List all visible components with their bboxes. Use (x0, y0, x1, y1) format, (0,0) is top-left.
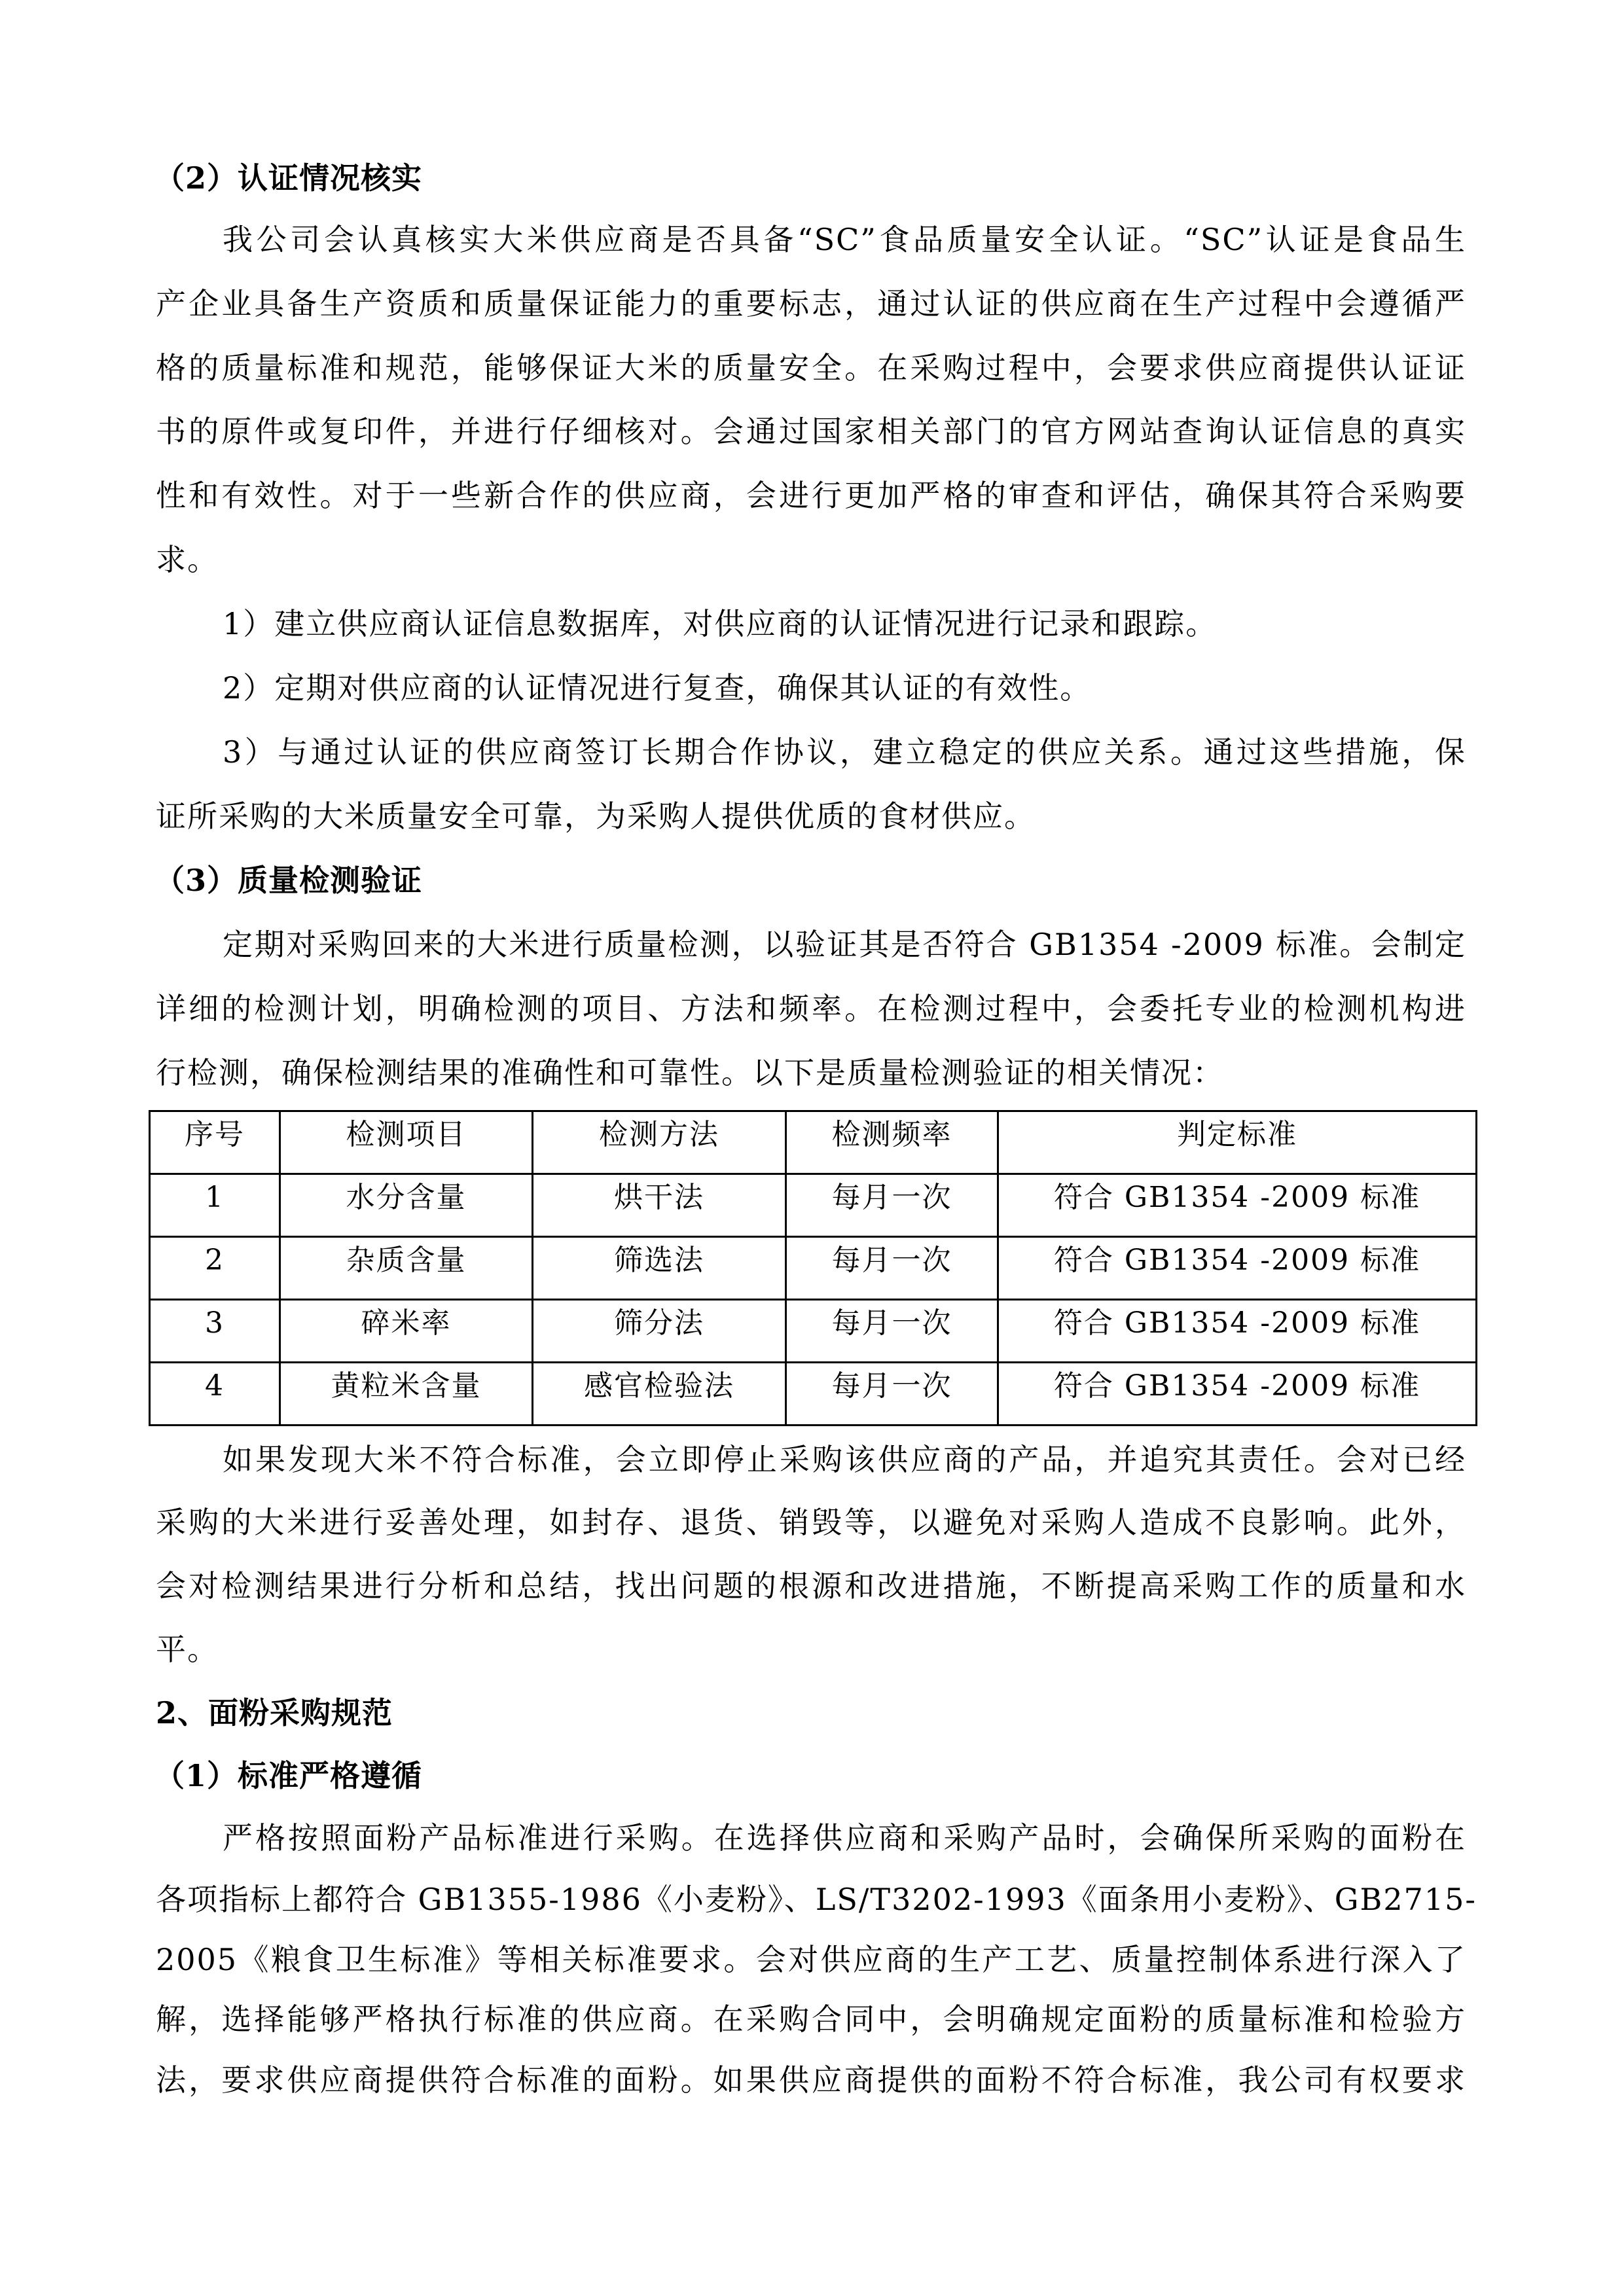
paragraph-line: 我公司会认真核实大米供应商是否具备“SC”食品质量安全认证。“SC”认证是食品生 (223, 222, 1466, 257)
list-item-2: 2）定期对供应商的认证情况进行复查，确保其认证的有效性。 (223, 670, 1092, 706)
paragraph-line: 详细的检测计划，明确检测的项目、方法和频率。在检测过程中，会委托专业的检测机构进 (156, 991, 1466, 1026)
cell-test-frequency: 每月一次 (786, 1237, 998, 1300)
paragraph-line: 求。 (156, 542, 219, 577)
header-criteria: 判定标准 (998, 1111, 1477, 1174)
table-header-row (150, 1111, 1477, 1174)
paragraph-line: 书的原件或复印件，并进行仔细核对。会通过国家相关部门的官方网站查询认证信息的真实 (156, 414, 1466, 449)
table-row (150, 1237, 1477, 1300)
cell-test-method: 感官检验法 (533, 1363, 786, 1426)
table-row (150, 1174, 1477, 1237)
subsection-heading-standards: （1）标准严格遵循 (154, 1758, 423, 1793)
cell-test-item: 黄粒米含量 (280, 1363, 533, 1426)
cell-index: 2 (150, 1237, 280, 1300)
cell-criteria: 符合 GB1354 -2009 标准 (998, 1300, 1477, 1363)
cell-test-frequency: 每月一次 (786, 1300, 998, 1363)
cell-test-frequency: 每月一次 (786, 1174, 998, 1237)
paragraph-line: 2005《粮食卫生标准》等相关标准要求。会对供应商的生产工艺、质量控制体系进行深入了 (156, 1942, 1466, 1977)
list-item-3: 3）与通过认证的供应商签订长期合作协议，建立稳定的供应关系。通过这些措施，保 (223, 734, 1466, 770)
cell-test-method: 烘干法 (533, 1174, 786, 1237)
cell-test-item: 水分含量 (280, 1174, 533, 1237)
cell-index: 4 (150, 1363, 280, 1426)
cell-index: 3 (150, 1300, 280, 1363)
table-row (150, 1363, 1477, 1426)
header-test-item: 检测项目 (280, 1111, 533, 1174)
header-test-frequency: 检测频率 (786, 1111, 998, 1174)
header-index: 序号 (150, 1111, 280, 1174)
list-item-3-continuation: 证所采购的大米质量安全可靠，为采购人提供优质的食材供应。 (156, 798, 1036, 834)
cell-test-method: 筛选法 (533, 1237, 786, 1300)
paragraph-line: 产企业具备生产资质和质量保证能力的重要标志，通过认证的供应商在生产过程中会遵循严 (156, 286, 1466, 321)
paragraph-line: 各项指标上都符合 GB1355-1986《小麦粉》、LS/T3202-1993《面条用小麦粉》、GB2715- (156, 1882, 1477, 1917)
cell-index: 1 (150, 1174, 280, 1237)
paragraph-line: 性和有效性。对于一些新合作的供应商，会进行更加严格的审查和评估，确保其符合采购要 (156, 478, 1466, 513)
cell-test-item: 杂质含量 (280, 1237, 533, 1300)
cell-test-method: 筛分法 (533, 1300, 786, 1363)
paragraph-line: 如果发现大米不符合标准，会立即停止采购该供应商的产品，并追究其责任。会对已经 (223, 1442, 1466, 1477)
quality-testing-table (149, 1110, 1477, 1426)
cell-test-item: 碎米率 (280, 1300, 533, 1363)
paragraph-line: 解，选择能够严格执行标准的供应商。在采购合同中，会明确规定面粉的质量标准和检验方 (156, 2001, 1466, 2037)
cell-test-frequency: 每月一次 (786, 1363, 998, 1426)
cell-criteria: 符合 GB1354 -2009 标准 (998, 1237, 1477, 1300)
section-heading-certification-check: （2）认证情况核实 (154, 160, 423, 196)
paragraph-line: 采购的大米进行妥善处理，如封存、退货、销毁等，以避免对采购人造成不良影响。此外， (156, 1505, 1466, 1540)
table-row (150, 1300, 1477, 1363)
section-heading-quality-testing: （3）质量检测验证 (154, 863, 423, 898)
paragraph-line: 会对检测结果进行分析和总结，找出问题的根源和改进措施，不断提高采购工作的质量和水 (156, 1568, 1466, 1604)
list-item-1: 1）建立供应商认证信息数据库，对供应商的认证情况进行记录和跟踪。 (223, 606, 1218, 641)
header-test-method: 检测方法 (533, 1111, 786, 1174)
cell-criteria: 符合 GB1354 -2009 标准 (998, 1174, 1477, 1237)
paragraph-line: 定期对采购回来的大米进行质量检测，以验证其是否符合 GB1354 -2009 标准。会制定 (223, 927, 1466, 962)
paragraph-line: 行检测，确保检测结果的准确性和可靠性。以下是质量检测验证的相关情况： (156, 1055, 1224, 1090)
paragraph-line: 法，要求供应商提供符合标准的面粉。如果供应商提供的面粉不符合标准，我公司有权要求 (156, 2062, 1466, 2098)
section-heading-flour-procurement: 2、面粉采购规范 (156, 1695, 393, 1731)
paragraph-line: 格的质量标准和规范，能够保证大米的质量安全。在采购过程中，会要求供应商提供认证证 (156, 350, 1466, 386)
paragraph-line: 严格按照面粉产品标准进行采购。在选择供应商和采购产品时，会确保所采购的面粉在 (223, 1820, 1466, 1856)
paragraph-line: 平。 (156, 1632, 219, 1667)
cell-criteria: 符合 GB1354 -2009 标准 (998, 1363, 1477, 1426)
